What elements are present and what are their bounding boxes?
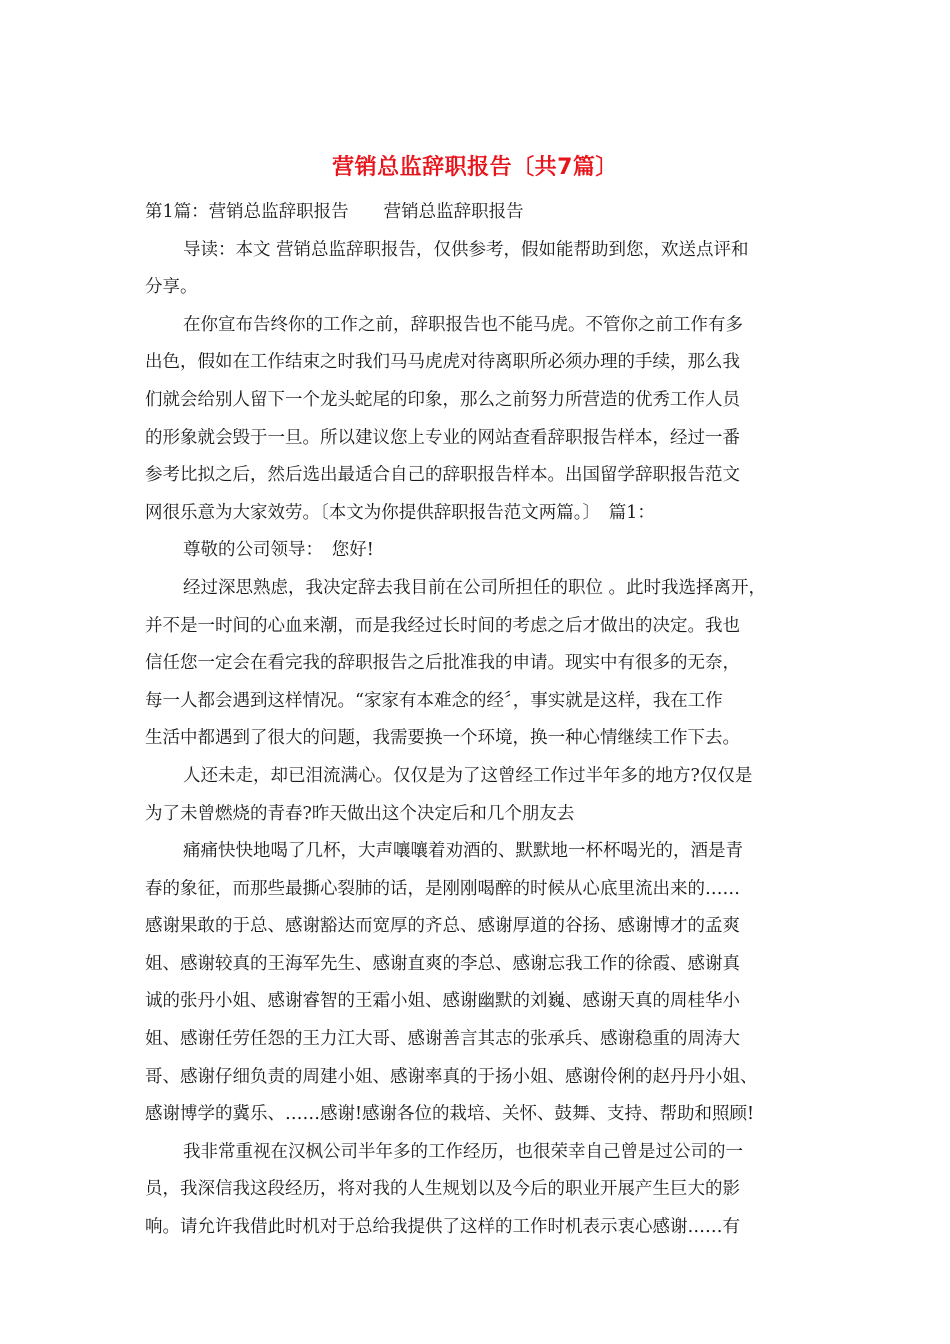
text-line: 生活中都遇到了很大的问题，我需要换一个环境，换一种心情继续工作下去。 bbox=[145, 728, 740, 749]
text-line: 第1篇：营销总监辞职报告 营销总监辞职报告 bbox=[145, 202, 524, 222]
text-line: 人还未走，却已泪流满心。仅仅是为了这曾经工作过半年多的地方?仅仅是 bbox=[183, 765, 753, 786]
document-body bbox=[145, 194, 815, 1247]
text-line: 分享。 bbox=[145, 277, 198, 298]
text-line: 春的象征，而那些最撕心裂肺的话，是刚刚喝醉的时候从心底里流出来的…… bbox=[145, 878, 740, 899]
text-line: 在你宣布告终你的工作之前，辞职报告也不能马虎。不管你之前工作有多 bbox=[183, 314, 743, 335]
text-line: 们就会给别人留下一个龙头蛇尾的印象，那么之前努力所营造的优秀工作人员 bbox=[145, 389, 740, 410]
text-line: 的形象就会毁于一旦。所以建议您上专业的网站查看辞职报告样本，经过一番 bbox=[145, 427, 740, 448]
text-line: 出色，假如在工作结束之时我们马马虎虎对待离职所必须办理的手续，那么我 bbox=[145, 352, 740, 373]
text-line: 导读：本文 营销总监辞职报告，仅供参考，假如能帮助到您，欢送点评和 bbox=[183, 239, 749, 260]
text-line: 姐、感谢任劳任怨的王力江大哥、感谢善言其志的张承兵、感谢稳重的周涛大 bbox=[145, 1029, 740, 1050]
document-title: 营销总监辞职报告〔共7篇〕 bbox=[332, 155, 618, 180]
text-line: 姐、感谢较真的王海军先生、感谢直爽的李总、感谢忘我工作的徐霞、感谢真 bbox=[145, 953, 740, 974]
text-line: 经过深思熟虑，我决定辞去我目前在公司所担任的职位 。此时我选择离开， bbox=[183, 577, 767, 598]
text-line: 感谢果敢的于总、感谢豁达而宽厚的齐总、感谢厚道的谷扬、感谢博才的孟爽 bbox=[145, 916, 740, 937]
text-line: 信任您一定会在看完我的辞职报告之后批准我的申请。现实中有很多的无奈， bbox=[145, 653, 740, 674]
text-line: 参考比拟之后，然后选出最适合自己的辞职报告样本。出国留学辞职报告范文 bbox=[145, 465, 740, 486]
text-line: 尊敬的公司领导： 您好! bbox=[183, 540, 374, 561]
text-line: 我非常重视在汉枫公司半年多的工作经历，也很荣幸自己曾是过公司的一 bbox=[183, 1141, 743, 1162]
text-line: 感谢博学的冀乐、……感谢!感谢各位的栽培、关怀、鼓舞、支持、帮助和照顾! bbox=[145, 1104, 755, 1125]
text-line: 响。请允许我借此时机对于总给我提供了这样的工作时机表示衷心感谢……有 bbox=[145, 1217, 740, 1238]
text-line: 哥、感谢仔细负责的周建小姐、感谢率真的于扬小姐、感谢伶俐的赵丹丹小姐、 bbox=[145, 1066, 758, 1087]
text-line: 并不是一时间的心血来潮，而是我经过长时间的考虑之后才做出的决定。我也 bbox=[145, 615, 740, 636]
text-line: 员，我深信我这段经历，将对我的人生规划以及今后的职业开展产生巨大的影 bbox=[145, 1179, 740, 1200]
text-line: 每一人都会遇到这样情况。“家家有本难念的经〞，事实就是这样，我在工作 bbox=[145, 690, 723, 711]
text-line: 为了未曾燃烧的青春?昨天做出这个决定后和几个朋友去 bbox=[145, 803, 575, 824]
text-line: 诚的张丹小姐、感谢睿智的王霜小姐、感谢幽默的刘巍、感谢天真的周桂华小 bbox=[145, 991, 740, 1012]
text-line: 网很乐意为大家效劳。〔本文为你提供辞职报告范文两篇。〕 篇1： bbox=[145, 502, 655, 523]
text-line: 痛痛快快地喝了几杯，大声嚷嚷着劝酒的、默默地一杯杯喝光的，酒是青 bbox=[183, 841, 743, 862]
